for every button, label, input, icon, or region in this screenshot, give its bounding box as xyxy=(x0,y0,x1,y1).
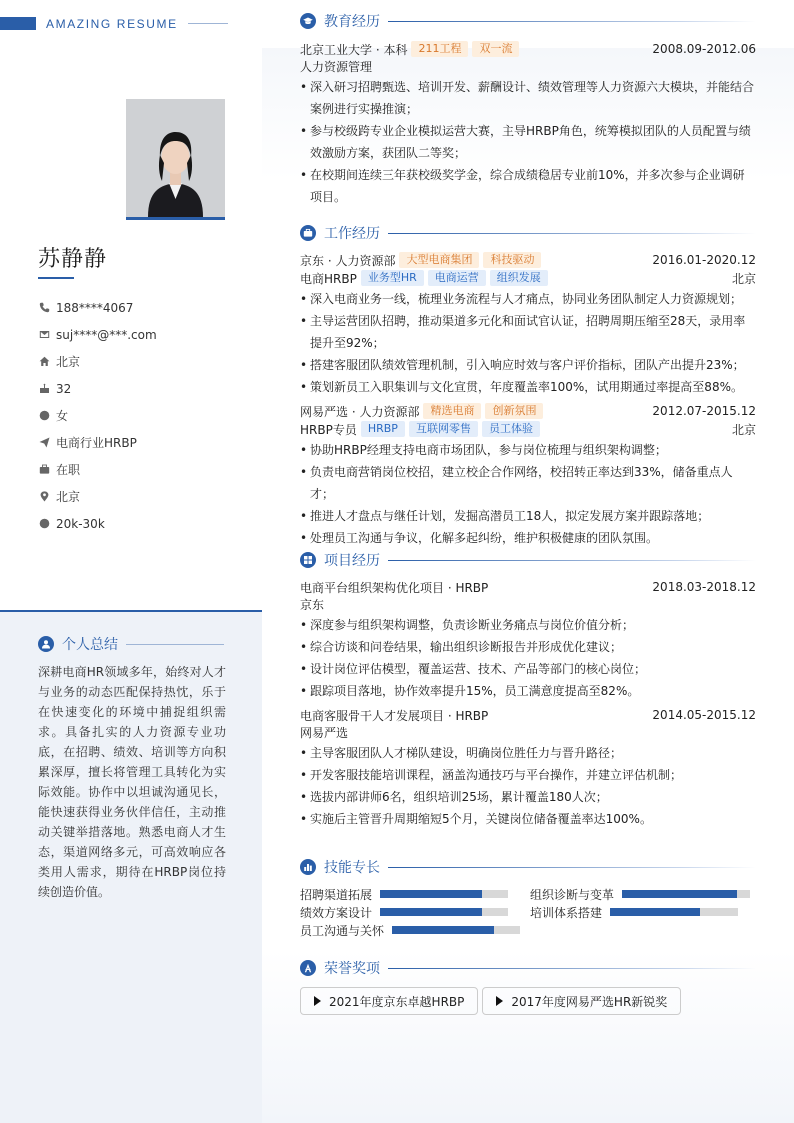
education-major: 人力资源管理 xyxy=(300,60,373,74)
job-role: HRBP专员 xyxy=(300,422,357,437)
contact-info-row xyxy=(38,510,248,537)
bullet-item: • 在校期间连续三年获校级奖学金，综合成绩稳居专业前10%，并多次参与企业调研项目。 xyxy=(300,164,756,208)
skill-level-fill xyxy=(380,908,482,916)
job-bullets xyxy=(300,288,756,398)
portrait-image xyxy=(126,99,225,217)
skill-level-fill xyxy=(380,890,482,898)
role-tag: 业务型HR xyxy=(361,270,424,286)
location-icon xyxy=(38,491,50,503)
summary-title: 个人总结 xyxy=(62,637,118,653)
skills-title: 技能专长 xyxy=(324,860,380,876)
summary-text: 深耕电商HR领域多年，始终对人才与业务的动态匹配保持热忱，乐于在快速变化的环境中捕捉组织需求。具备扎实的人力资源专业功底，在招聘、绩效、培训等方向积累深厚，擅长将管理工具转化为实际效能。协作中以坦诚沟通见长，能快速获得业务伙伴信任，主动推动关键举措落地。熟悉电商人才生态，渠道网络多元，可高效响应各类用人需求，期待在HRBP岗位持续创造价值。 xyxy=(38,665,226,899)
school-name: 北京工业大学 · 本科 xyxy=(300,42,408,57)
skill-level-fill xyxy=(392,926,494,934)
skill-name: 招聘渠道拓展 xyxy=(300,887,373,902)
contact-info-row xyxy=(38,402,248,429)
project-header xyxy=(300,706,756,724)
user-icon xyxy=(38,636,54,652)
project-name: 电商客服骨干人才发展项目 · HRBP xyxy=(300,708,489,723)
skill-level-bar xyxy=(380,908,508,916)
skill-level-bar xyxy=(610,908,738,916)
school-tag: 双一流 xyxy=(472,41,519,57)
skill-level-fill xyxy=(622,890,737,898)
bullet-item: • 选拔内部讲师6名，组织培训25场，累计覆盖180人次； xyxy=(300,786,756,808)
bullet-item: • 设计岗位评估模型，覆盖运营、技术、产品等部门的核心岗位； xyxy=(300,658,756,680)
skill-item xyxy=(300,903,530,921)
company-tag: 大型电商集团 xyxy=(399,252,479,268)
grid-icon xyxy=(300,552,316,568)
bullet-item: • 深入电商业务一线，梳理业务流程与人才痛点，协同业务团队制定人力资源规划； xyxy=(300,288,756,310)
project-company: 京东 xyxy=(300,598,325,612)
bullet-item: • 跟踪项目落地，协作效率提升15%，员工满意度提高至82%。 xyxy=(300,680,756,702)
contact-info-row xyxy=(38,456,248,483)
project-bullets xyxy=(300,742,756,830)
contact-info-text: 电商行业HRBP xyxy=(56,436,137,450)
education-title: 教育经历 xyxy=(324,14,380,30)
contact-info-row xyxy=(38,375,248,402)
skill-name: 绩效方案设计 xyxy=(300,905,373,920)
candidate-name: 苏静静 xyxy=(38,247,108,272)
cake-icon xyxy=(38,383,50,395)
contact-info-row xyxy=(38,321,248,348)
briefcase-icon xyxy=(300,225,316,241)
name-underline xyxy=(38,277,74,279)
brand-divider xyxy=(188,23,228,24)
skill-item xyxy=(300,921,530,939)
skill-name: 培训体系搭建 xyxy=(530,905,603,920)
bullet-item: • 负责电商营销岗位校招，建立校企合作网络，校招转正率达到33%，储备重点人才； xyxy=(300,461,756,505)
education-divider xyxy=(388,21,756,22)
work-divider xyxy=(388,233,756,234)
bullet-item: • 深入研习招聘甄选、培训开发、薪酬设计、绩效管理等人力资源六大模块，并能结合案例进行实操推演； xyxy=(300,76,756,120)
gender-icon xyxy=(38,410,50,422)
contact-info-row xyxy=(38,294,248,321)
job-city: 北京 xyxy=(731,422,756,437)
salary-icon xyxy=(38,518,50,530)
project-header xyxy=(300,578,756,596)
bullet-item: • 主导客服团队人才梯队建设，明确岗位胜任力与晋升路径； xyxy=(300,742,756,764)
education-row xyxy=(300,40,756,58)
job-date: 2016.01-2020.12 xyxy=(652,253,756,267)
education-section xyxy=(300,12,756,208)
brand-title: AMAZING RESUME xyxy=(46,16,178,31)
contact-info-row xyxy=(38,348,248,375)
role-tag: 电商运营 xyxy=(428,270,486,286)
contact-info-text: 北京 xyxy=(56,355,81,369)
skills-divider xyxy=(388,867,756,868)
contact-info-row xyxy=(38,483,248,510)
skill-level-bar xyxy=(380,890,508,898)
school-tag: 211工程 xyxy=(411,41,468,57)
bullet-item: • 开发客服技能培训课程，涵盖沟通技巧与平台操作，并建立评估机制； xyxy=(300,764,756,786)
contact-info-text: 女 xyxy=(56,409,69,423)
brand-header xyxy=(0,17,228,30)
skill-name: 组织诊断与变革 xyxy=(530,887,615,902)
skill-item xyxy=(530,903,756,921)
bullet-item: • 搭建客服团队绩效管理机制，引入响应时效与客户评价指标，团队产出提升23%； xyxy=(300,354,756,376)
honors-divider xyxy=(388,968,756,969)
contact-info-list xyxy=(38,294,248,537)
award-label: 2017年度网易严选HR新锐奖 xyxy=(511,994,668,1009)
role-tag: HRBP xyxy=(361,421,405,437)
job-date: 2012.07-2015.12 xyxy=(652,404,756,418)
skills-grid xyxy=(300,885,756,939)
honors-section xyxy=(300,959,756,1015)
education-date: 2008.09-2012.06 xyxy=(652,42,756,56)
job-header xyxy=(300,402,756,420)
bullet-item: • 参与校级跨专业企业模拟运营大赛，主导HRBP角色，统筹模拟团队的人员配置与绩效激励方案，获团队二等奖； xyxy=(300,120,756,164)
bullet-item: • 综合访谈和问卷结果，输出组织诊断报告并形成优化建议； xyxy=(300,636,756,658)
job-company: 网易严选 · 人力资源部 xyxy=(300,404,420,419)
company-tag: 创新氛围 xyxy=(485,403,543,419)
work-title: 工作经历 xyxy=(324,226,380,242)
education-bullets xyxy=(300,76,756,208)
education-heading xyxy=(300,12,756,30)
company-tag: 科技驱动 xyxy=(483,252,541,268)
projects-title: 项目经历 xyxy=(324,553,380,569)
company-tag: 精选电商 xyxy=(423,403,481,419)
mail-icon xyxy=(38,329,50,341)
project-name: 电商平台组织架构优化项目 · HRBP xyxy=(300,580,489,595)
honors-title: 荣誉奖项 xyxy=(324,961,380,977)
work-section xyxy=(300,224,756,549)
brand-bar xyxy=(0,17,36,30)
bullet-item: • 策划新员工入职集训与文化宣贯，年度覆盖率100%，试用期通过率提高至88%。 xyxy=(300,376,756,398)
projects-section xyxy=(300,551,756,830)
job-header xyxy=(300,251,756,269)
honors-heading xyxy=(300,959,756,977)
skill-level-bar xyxy=(622,890,750,898)
skills-heading xyxy=(300,858,756,876)
contact-info-row xyxy=(38,429,248,456)
contact-info-text: 188****4067 xyxy=(56,300,134,315)
bullet-item: • 推进人才盘点与继任计划，发掘高潜员工18人，拟定发展方案并跟踪落地； xyxy=(300,505,756,527)
play-icon xyxy=(314,996,321,1006)
job-role-row xyxy=(300,269,756,287)
graduation-cap-icon xyxy=(300,13,316,29)
award-item xyxy=(300,987,478,1015)
job-city: 北京 xyxy=(731,271,756,286)
play-icon xyxy=(496,996,503,1006)
contact-info-text: 32 xyxy=(56,381,72,396)
bullet-item: • 主导运营团队招聘，推动渠道多元化和面试官认证，招聘周期压缩至28天，录用率提升至92%； xyxy=(300,310,756,354)
award-item xyxy=(482,987,681,1015)
profile-photo xyxy=(126,99,225,220)
bullet-item: • 深度参与组织架构调整，负责诊断业务痛点与岗位价值分析； xyxy=(300,614,756,636)
projects-divider xyxy=(388,560,756,561)
bullet-item: • 协助HRBP经理支持电商市场团队，参与岗位梳理与组织架构调整； xyxy=(300,439,756,461)
bullet-item: • 处理员工沟通与争议，化解多起纠纷，维护积极健康的团队氛围。 xyxy=(300,527,756,549)
project-bullets xyxy=(300,614,756,702)
work-heading xyxy=(300,224,756,242)
left-column xyxy=(0,0,262,1123)
projects-heading xyxy=(300,551,756,569)
skills-section xyxy=(300,858,756,939)
contact-info-text: 北京 xyxy=(56,490,81,504)
contact-info-text: 在职 xyxy=(56,463,81,477)
skill-level-fill xyxy=(610,908,700,916)
send-icon xyxy=(38,437,50,449)
job-role-row xyxy=(300,420,756,438)
role-tag: 员工体验 xyxy=(482,421,540,437)
skill-item xyxy=(300,885,530,903)
contact-info-text: 20k-30k xyxy=(56,516,105,531)
awards-list xyxy=(300,987,756,1015)
phone-icon xyxy=(38,302,50,314)
job-role: 电商HRBP xyxy=(300,271,357,286)
role-tag: 组织发展 xyxy=(490,270,548,286)
job-bullets xyxy=(300,439,756,549)
job-company: 京东 · 人力资源部 xyxy=(300,253,396,268)
summary-heading xyxy=(38,634,224,654)
project-company: 网易严选 xyxy=(300,726,349,740)
home-icon xyxy=(38,356,50,368)
award-label: 2021年度京东卓越HRBP xyxy=(329,994,465,1009)
bullet-item: • 实施后主管晋升周期缩短5个月，关键岗位储备覆盖率达100%。 xyxy=(300,808,756,830)
award-icon xyxy=(300,960,316,976)
project-date: 2018.03-2018.12 xyxy=(652,580,756,594)
briefcase-icon xyxy=(38,464,50,476)
skill-name: 员工沟通与关怀 xyxy=(300,923,385,938)
contact-info-text: suj****@***.com xyxy=(56,327,157,342)
skill-item xyxy=(530,885,756,903)
bar-chart-icon xyxy=(300,859,316,875)
role-tag: 互联网零售 xyxy=(409,421,478,437)
summary-divider xyxy=(126,644,224,645)
skill-level-bar xyxy=(392,926,520,934)
project-date: 2014.05-2015.12 xyxy=(652,708,756,722)
